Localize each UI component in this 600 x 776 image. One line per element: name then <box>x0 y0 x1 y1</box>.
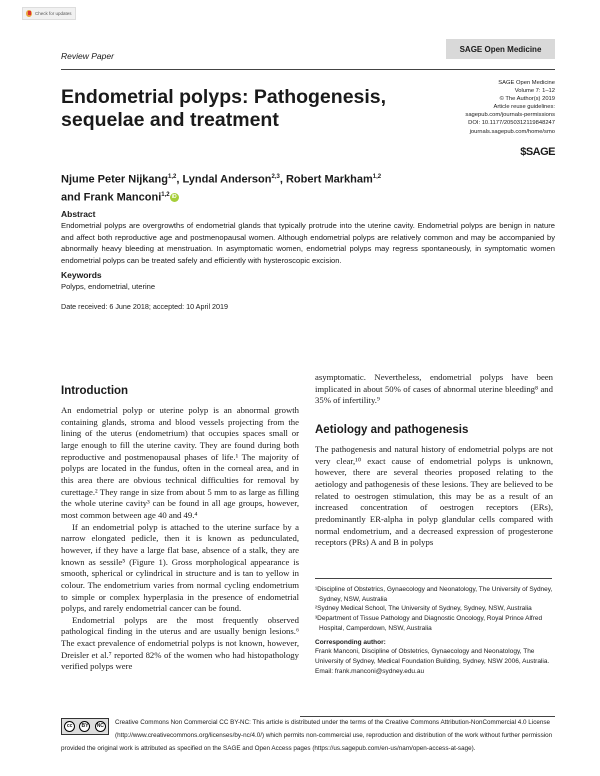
nc-icon: NC <box>95 721 106 732</box>
affiliation: ³Department of Tissue Pathology and Diagnostic Oncology, Royal Prince Alfred Hospital, Camperdown, NSW, Australia <box>315 615 543 632</box>
footnote-divider <box>315 578 552 579</box>
sage-logo-text: SAGE <box>525 146 555 158</box>
affiliation: ²Sydney Medical School, The University of Sydney, Sydney, NSW, Australia <box>315 605 532 613</box>
paragraph: If an endometrial polyp is attached to the uterine surface by a narrow elongated pedicle, then it is known as pedunculated, however, if they have a large flat base, absence of a stalk, they are known as sessile⁵ (Figure 1). Gross morphological appearance is smooth, spherical or cylindrical in structure and is tan to yellow in colour. The endometrium varies from normal cycling endometrium to simple or complex hyperplasia in the presence of endometrial polyps, and rarely endometrial cancer can be found. <box>61 521 299 614</box>
author-affiliation: 1,2 <box>167 174 177 180</box>
keywords <box>61 270 555 293</box>
author-separator: , <box>279 173 286 186</box>
dates: Date received: 6 June 2018; accepted: 10 April 2019 <box>61 302 229 311</box>
author-separator: , <box>176 173 183 186</box>
author-list <box>61 170 461 205</box>
right-column <box>315 372 553 549</box>
corresponding-email[interactable]: Email: frank.manconi@sydney.edu.au <box>315 667 425 675</box>
abstract <box>61 209 555 266</box>
license-text: Creative Commons Non Commercial CC BY-NC: This article is distributed under the terms of the Creative Commons Attribution-NonCommercial 4.0 License (http://www.creativecommons.org/licenses/by-nc/4.0/) which permits non-commercial use, reproduction and distribution of the work without further permission provided the original work is attributed as specified on the SAGE and Open Access pages (https://us.sagepub.com/en-us/nam/open-access-at-sage). <box>61 719 553 752</box>
paragraph: Endometrial polyps are the most frequently observed pathological finding in the uterus and are usually benign lesions.⁶ The exact prevalence of endometrial polyps is not known, however, Dreisler et al.⁷ reported 82% of the women who had histopathology verified polyps were <box>61 614 299 672</box>
paragraph: An endometrial polyp or uterine polyp is an abnormal growth containing glands, stroma and blood vessels projecting from the lining of the uterus (endometrium) that occupies spaces small or large enough to fill the uterine cavity. They are found during both reproductive and postmenopausal phases of life.¹ The majority of polyps are located in the fundus, often in the corneal area, and in this area there are obvious technical difficulties for removal by curettage.² They range in size from about 5 mm to as large as filling the whole uterine cavity³ can be found in all age groups, however, most common between age 40 and 49.⁴ <box>61 405 299 520</box>
cc-by-nc-icon <box>61 718 109 735</box>
corresponding-heading: Corresponding author: <box>315 638 386 646</box>
author-affiliation: 2,3 <box>271 174 280 180</box>
author-affiliation: 1,2 <box>372 174 382 180</box>
check-updates-label: Check for updates <box>35 11 72 16</box>
affiliation: ¹Discipline of Obstetrics, Gynaecology and Neonatology, The University of Sydney, Sydney, NSW, Australia <box>315 586 553 603</box>
aetiology-heading: Aetiology and pathogenesis <box>315 423 469 436</box>
check-for-updates-badge[interactable] <box>22 7 76 20</box>
paragraph: asymptomatic. Nevertheless, endometrial polyps have been implicated in about 50% of cases of abnormal uterine bleeding⁸ and 35% of infertility.⁹ <box>315 372 553 406</box>
author-affiliation: 1,2 <box>161 191 170 198</box>
orcid-icon[interactable]: iD <box>171 194 177 201</box>
introduction-heading: Introduction <box>61 385 129 397</box>
check-updates-icon <box>26 10 32 17</box>
header-divider <box>61 69 555 70</box>
meta-doi[interactable]: DOI: 10.1177/2050312119848247 <box>468 120 555 127</box>
corresponding-address: Frank Manconi, Discipline of Obstetrics, Gynaecology and Neonatology, The University of Sydney, Medical Foundation Building, Sydney, NSW 2006, Australia. <box>315 648 550 665</box>
author-separator: and <box>61 191 84 204</box>
journal-name-box: SAGE Open Medicine <box>446 39 555 59</box>
meta-reuse: Article reuse guidelines: <box>493 104 555 111</box>
meta-copyright: © The Author(s) 2019 <box>499 96 555 103</box>
meta-journal-link[interactable]: journals.sagepub.com/home/smo <box>469 128 555 135</box>
paragraph: The pathogenesis and natural history of endometrial polyps are not very clear,¹⁰ exact cause of endometrial polyps is unknown, however, there are several theories proposed relating to the aetiology and pathogenesis of these lesions. They are believed to be related to oestrogen stimulation, this may be as a result of an increased concentration of oestrogen receptors (ERs), predominantly ER-alpha in polyp glandular cells compared with normal endometrium, and a decreased expression of progesterone receptors (PRs) A and B in polyps <box>315 443 553 548</box>
title-line: sequelae and treatment <box>61 108 279 131</box>
abstract-text: Endometrial polyps are overgrowths of endometrial glands that typically protrude into the uterine cavity. Endometrial polyps are benign in nature and affect both reproductive age and postmenopausal women. Although endometrial polyps are relatively common and may be accompanied by abnormally heavy bleeding at menstruation. In asymptomatic women, endometrial polyps may regress spontaneously, in symptomatic women endometrial polyps can be treated safely and efficiently with hysteroscopic excision. <box>61 221 555 265</box>
author-name[interactable]: Robert Markham <box>285 173 373 186</box>
author-name[interactable]: Frank Manconi <box>83 191 162 204</box>
meta-permissions-link[interactable]: sagepub.com/journals-permissions <box>465 112 555 119</box>
article-title <box>61 86 391 131</box>
title-line: Endometrial polyps: Pathogenesis, <box>61 86 387 108</box>
keywords-heading: Keywords <box>61 270 102 280</box>
license-notice <box>61 717 555 755</box>
left-column <box>61 384 299 673</box>
sage-logo: $SAGE <box>520 146 555 158</box>
meta-journal: SAGE Open Medicine <box>498 80 555 86</box>
affiliations <box>315 585 555 676</box>
meta-volume: Volume 7: 1–12 <box>514 88 555 95</box>
article-meta <box>395 79 555 136</box>
cc-icon: cc <box>64 721 75 732</box>
author-name[interactable]: Lyndal Anderson <box>182 173 272 186</box>
by-icon: BY <box>79 721 90 732</box>
author-name[interactable]: Njume Peter Nijkang <box>61 173 168 186</box>
keywords-text: Polyps, endometrial, uterine <box>61 282 156 291</box>
abstract-heading: Abstract <box>61 209 96 219</box>
article-type: Review Paper <box>61 51 114 61</box>
